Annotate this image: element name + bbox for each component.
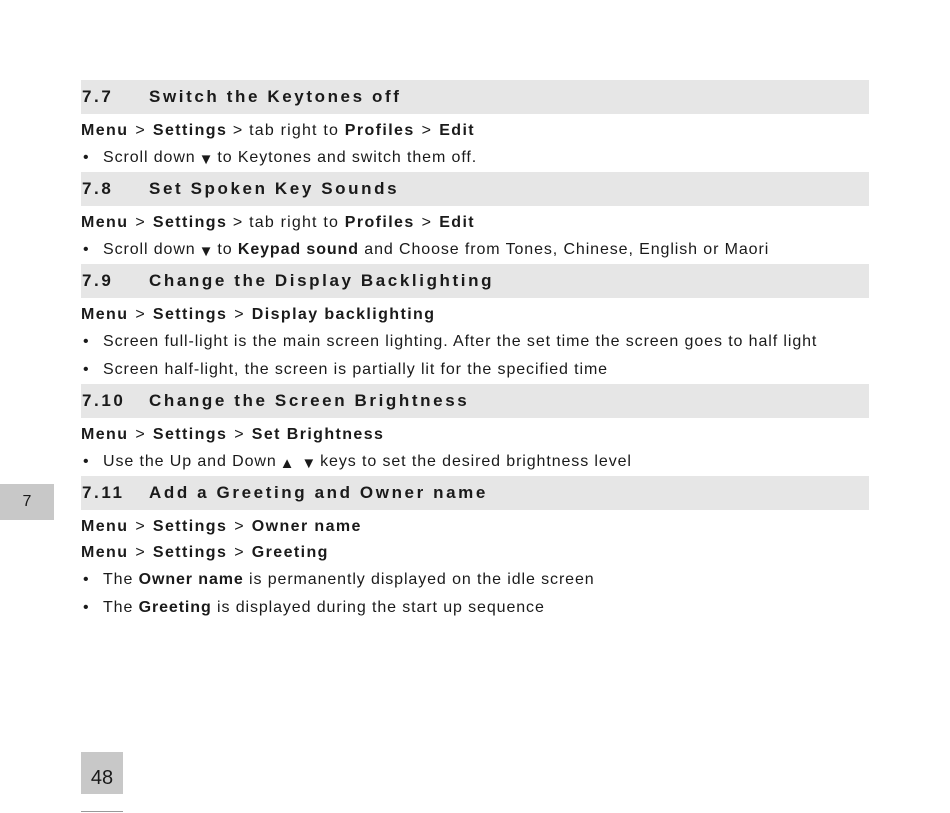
path-greeting: Greeting <box>251 544 329 561</box>
path-separator: > <box>135 518 146 535</box>
section-title: Change the Display Backlighting <box>149 271 495 290</box>
bullet-item <box>81 236 869 264</box>
bullet-text: and Choose from Tones, Chinese, English or Maori <box>364 241 770 258</box>
bullet-item <box>81 448 869 476</box>
bullet-text: Screen half-light, the screen is partially lit for the specified time <box>103 361 608 378</box>
path-separator: > <box>135 306 146 323</box>
path-menu: Menu <box>81 426 129 443</box>
bullet-text: is permanently displayed on the idle screen <box>249 571 595 588</box>
path-separator: > <box>421 214 433 231</box>
bullet-text: The <box>103 599 134 616</box>
path-menu: Menu <box>81 306 129 323</box>
section-title: Switch the Keytones off <box>149 87 402 106</box>
bullet-icon: • <box>83 599 90 616</box>
bullet-bold-text: Keypad sound <box>237 241 359 258</box>
section-title: Add a Greeting and Owner name <box>149 483 488 502</box>
section-header-7-11 <box>81 476 869 510</box>
menu-path <box>81 210 869 236</box>
path-instruction: > tab right to <box>232 122 340 139</box>
bullet-item <box>81 594 869 622</box>
path-settings: Settings <box>152 214 228 231</box>
path-separator: > <box>135 122 146 139</box>
down-arrow-icon: ▼ <box>198 243 215 260</box>
path-edit: Edit <box>439 214 476 231</box>
path-separator: > <box>234 306 245 323</box>
bullet-icon: • <box>83 333 90 350</box>
path-separator: > <box>421 122 433 139</box>
bullet-icon: • <box>83 453 90 470</box>
bullet-item <box>81 356 869 384</box>
path-settings: Settings <box>152 518 228 535</box>
section-number: 7.9 <box>82 271 114 290</box>
bullet-item <box>81 566 869 594</box>
section-header-7-7 <box>81 80 869 114</box>
path-menu: Menu <box>81 122 129 139</box>
section-header-7-10 <box>81 384 869 418</box>
path-separator: > <box>234 426 245 443</box>
path-menu: Menu <box>81 518 129 535</box>
page-number: 48 <box>81 752 123 794</box>
path-separator: > <box>135 214 146 231</box>
path-settings: Settings <box>152 426 228 443</box>
section-header-7-8 <box>81 172 869 206</box>
path-menu: Menu <box>81 544 129 561</box>
bullet-icon: • <box>83 571 90 588</box>
path-separator: > <box>135 544 146 561</box>
path-set-brightness: Set Brightness <box>251 426 385 443</box>
down-arrow-icon: ▼ <box>301 455 318 472</box>
down-arrow-icon: ▼ <box>198 151 215 168</box>
path-profiles: Profiles <box>344 122 415 139</box>
chapter-tab: 7 <box>0 484 54 520</box>
path-menu: Menu <box>81 214 129 231</box>
path-owner-name: Owner name <box>251 518 362 535</box>
manual-content <box>81 80 869 622</box>
path-separator: > <box>135 426 146 443</box>
menu-path <box>81 540 869 566</box>
menu-path <box>81 302 869 328</box>
bullet-item <box>81 328 869 356</box>
path-display-backlighting: Display backlighting <box>251 306 436 323</box>
bullet-item <box>81 144 869 172</box>
path-settings: Settings <box>152 544 228 561</box>
bullet-bold-text: Greeting <box>138 599 212 616</box>
path-edit: Edit <box>439 122 476 139</box>
bullet-text: Scroll down <box>103 149 196 166</box>
menu-path <box>81 118 869 144</box>
path-profiles: Profiles <box>344 214 415 231</box>
bullet-bold-text: Owner name <box>138 571 244 588</box>
path-separator: > <box>234 518 245 535</box>
section-title: Set Spoken Key Sounds <box>149 179 400 198</box>
bullet-text: Use the Up and Down <box>103 453 277 470</box>
section-number: 7.11 <box>82 483 125 502</box>
bullet-icon: • <box>83 361 90 378</box>
path-separator: > <box>234 544 245 561</box>
section-number: 7.10 <box>82 391 126 410</box>
page-number-rule <box>81 811 123 812</box>
bullet-text: The <box>103 571 134 588</box>
bullet-text: is displayed during the start up sequence <box>217 599 545 616</box>
bullet-text: to <box>217 241 233 258</box>
bullet-icon: • <box>83 241 90 258</box>
section-title: Change the Screen Brightness <box>149 391 470 410</box>
bullet-text: to Keytones and switch them off. <box>217 149 478 166</box>
section-header-7-9 <box>81 264 869 298</box>
section-number: 7.7 <box>82 87 114 106</box>
bullet-text: keys to set the desired brightness level <box>320 453 632 470</box>
bullet-text: Screen full-light is the main screen lighting. After the set time the screen goes to half light <box>103 333 818 350</box>
path-instruction: > tab right to <box>232 214 340 231</box>
bullet-icon: • <box>83 149 90 166</box>
section-number: 7.8 <box>82 179 114 198</box>
menu-path <box>81 514 869 540</box>
path-settings: Settings <box>152 306 228 323</box>
path-settings: Settings <box>152 122 228 139</box>
bullet-text: Scroll down <box>103 241 196 258</box>
up-arrow-icon: ▲ <box>279 455 296 472</box>
menu-path <box>81 422 869 448</box>
